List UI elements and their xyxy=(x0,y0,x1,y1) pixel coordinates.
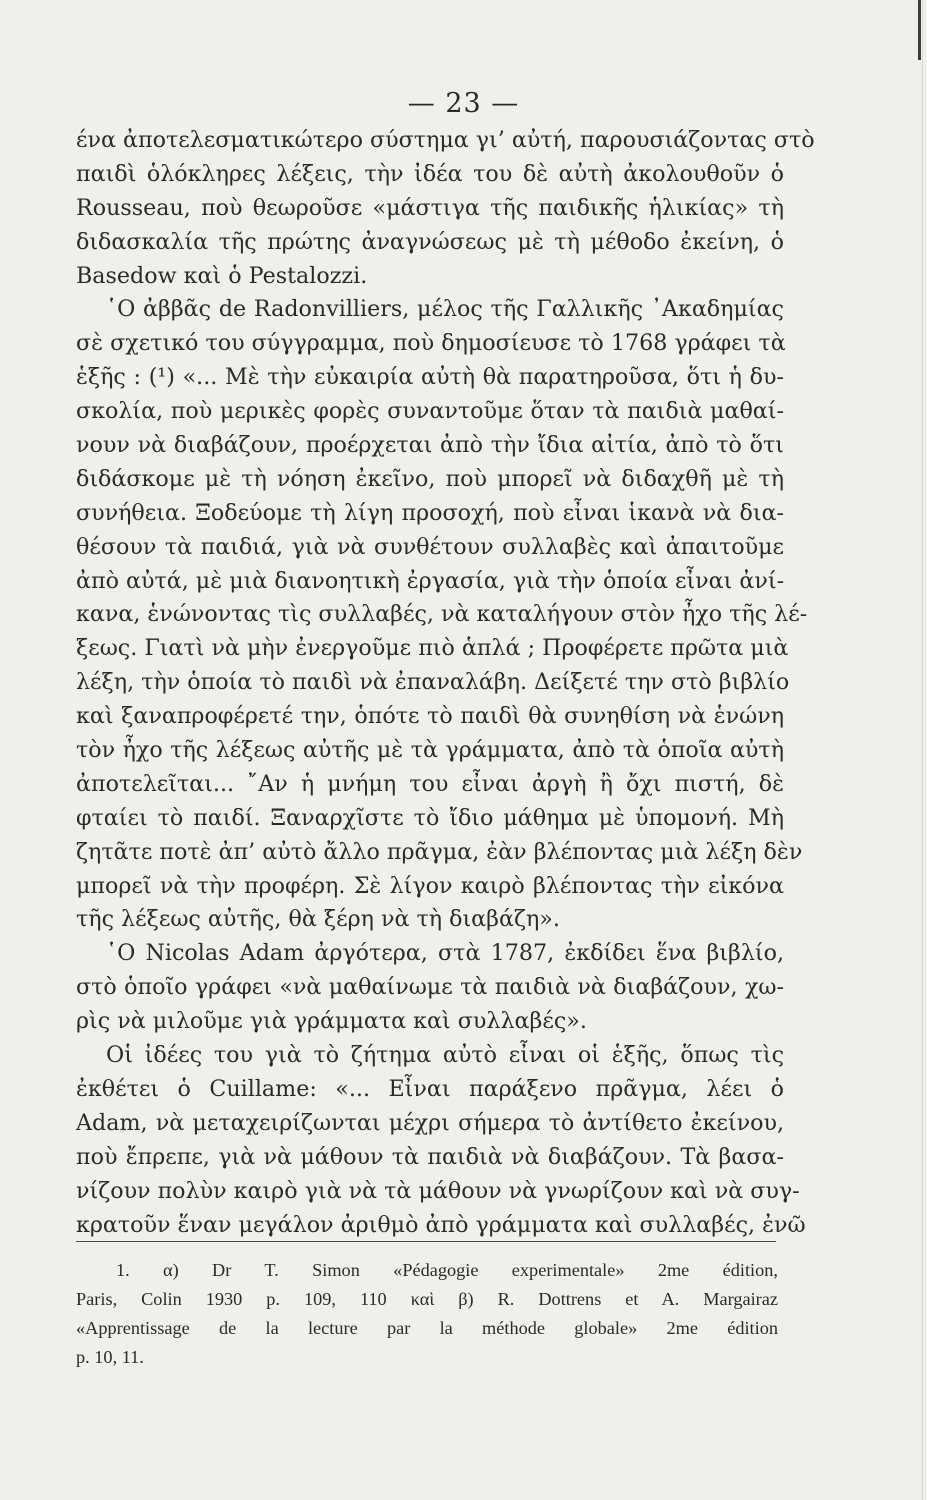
text-line: Adam, νὰ μεταχειρίζωνται μέχρι σήμερα τὸ ἀντίθετο ἐκείνου, xyxy=(76,1109,784,1136)
body-text xyxy=(76,124,815,1242)
page-edge-shadow xyxy=(922,0,923,1500)
footnote-line: p. 10, 11. xyxy=(76,1347,144,1367)
text-line: ένα ἀποτελεσματικώτερο σύστημα γι’ αὐτή, παρουσιάζοντας στὸ xyxy=(76,127,815,153)
text-line: Basedow καὶ ὁ Pestalozzi. xyxy=(76,262,368,289)
text-line: νουν νὰ διαβάζουν, προέρχεται ἀπὸ τὴν ἴδια αἰτία, ἀπὸ τὸ ὅτι xyxy=(76,432,784,459)
text-line: ῾Ο ἀββᾶς de Radonvilliers, μέλος τῆς Γαλλικῆς ᾿Ακαδημίας xyxy=(106,296,784,323)
text-line: παιδὶ ὁλόκληρες λέξεις, τὴν ἰδέα του δὲ αὐτὴ ἀκολουθοῦν ὁ xyxy=(76,160,784,187)
text-line: κρατοῦν ἕναν μεγάλον ἀριθμὸ ἀπὸ γράμματα καὶ συλλαβές, ἐνῶ xyxy=(76,1211,806,1238)
text-line: ῾Ο Nicolas Adam ἀργότερα, στὰ 1787, ἐκδίδει ἕνα βιβλίο, xyxy=(106,940,784,967)
text-line: ρὶς νὰ μιλοῦμε γιὰ γράμματα καὶ συλλαβές». xyxy=(76,1008,587,1035)
footnote-line: Paris, Colin 1930 p. 109, 110 καὶ β) R. Dottrens et A. Margairaz xyxy=(76,1289,778,1309)
text-line: Οἱ ἰδέες του γιὰ τὸ ζήτημα αὐτὸ εἶναι οἱ ἑξῆς, ὅπως τὶς xyxy=(106,1042,784,1069)
text-line: φταίει τὸ παιδί. Ξαναρχῖστε τὸ ἴδιο μάθημα μὲ ὑπομονή. Μὴ xyxy=(76,804,784,831)
text-line: κανα, ἑνώνοντας τὶς συλλαβές, νὰ καταλήγουν στὸν ἦχο τῆς λέ- xyxy=(76,601,808,628)
text-line: συνήθεια. Ξοδεύομε τὴ λίγη προσοχή, ποὺ εἶναι ἱκανὰ νὰ δια- xyxy=(76,499,784,526)
text-line: Rousseau, ποὺ θεωροῦσε «μάστιγα τῆς παιδικῆς ἡλικίας» τὴ xyxy=(76,194,784,221)
text-line: στὸ ὁποῖο γράφει «νὰ μαθαίνωμε τὰ παιδιὰ νὰ διαβάζουν, χω- xyxy=(76,974,784,1001)
text-line: σκολία, ποὺ μερικὲς φορὲς συναντοῦμε ὅταν τὰ παιδιὰ μαθαί- xyxy=(76,398,784,425)
text-line: λέξη, τὴν ὁποία τὸ παιδὶ νὰ ἐπαναλάβη. Δείξετέ την στὸ βιβλίο xyxy=(76,669,790,696)
footnote-divider xyxy=(76,1241,776,1242)
text-line: ζητᾶτε ποτὲ ἀπ’ αὐτὸ ἄλλο πρᾶγμα, ἐὰν βλέποντας μιὰ λέξη δὲν xyxy=(76,838,803,865)
text-line: μπορεῖ νὰ τὴν προφέρη. Σὲ λίγον καιρὸ βλέποντας τὴν εἰκόνα xyxy=(76,872,784,899)
text-line: διδάσκομε μὲ τὴ νόηση ἐκεῖνο, ποὺ μπορεῖ νὰ διδαχθῆ μὲ τὴ xyxy=(76,465,784,492)
text-line: ἐκθέτει ὁ Cuillame: «... Εἶναι παράξενο πρᾶγμα, λέει ὁ xyxy=(76,1075,784,1102)
text-line: ἑξῆς : (¹) «... Μὲ τὴν εὐκαιρία αὐτὴ θὰ παρατηροῦσα, ὅτι ἡ δυ- xyxy=(76,364,784,391)
footnotes xyxy=(76,1256,778,1372)
footnote-line: «Apprentissage de la lecture par la méthode globale» 2me édition xyxy=(76,1318,778,1338)
text-line: θέσουν τὰ παιδιά, γιὰ νὰ συνθέτουν συλλαβὲς καὶ ἀπαιτοῦμε xyxy=(76,533,784,560)
text-line: καὶ ξαναπροφέρετέ την, ὁπότε τὸ παιδὶ θὰ συνηθίση νὰ ἑνώνη xyxy=(76,703,784,730)
text-line: ξεως. Γιατὶ νὰ μὴν ἐνεργοῦμε πιὸ ἁπλά ; Προφέρετε πρῶτα μιὰ xyxy=(76,635,789,662)
text-line: σὲ σχετικό του σύγγραμμα, ποὺ δημοσίευσε τὸ 1768 γράφει τὰ xyxy=(76,330,786,357)
text-line: τὸν ἦχο τῆς λέξεως αὐτῆς μὲ τὰ γράμματα, ἀπὸ τὰ ὁποῖα αὐτὴ xyxy=(76,737,784,764)
page-number: — 23 — xyxy=(407,88,520,119)
text-line: ἀπὸ αὐτά, μὲ μιὰ διανοητικὴ ἐργασία, γιὰ τὴν ὁποία εἶναι ἀνί- xyxy=(76,567,785,594)
text-line: νίζουν πολὺν καιρὸ γιὰ νὰ τὰ μάθουν νὰ γνωρίζουν καὶ νὰ συγ- xyxy=(76,1177,800,1204)
text-line: τῆς λέξεως αὐτῆς, θὰ ξέρη νὰ τὴ διαβάζη». xyxy=(76,906,560,933)
text-line: ἀποτελεῖται... ῎Αν ἡ μνήμη του εἶναι ἀργὴ ἢ ὄχι πιστή, δὲ xyxy=(76,770,784,797)
footnote-line: 1. α) Dr T. Simon «Pédagogie experimentale» 2me édition, xyxy=(116,1260,778,1280)
page-edge-mark xyxy=(918,0,921,60)
text-line: ποὺ ἔπρεπε, γιὰ νὰ μάθουν τὰ παιδιὰ νὰ διαβάζουν. Τὰ βασα- xyxy=(76,1143,784,1170)
text-line: διδασκαλία τῆς πρώτης ἀναγνώσεως μὲ τὴ μέθοδο ἐκείνη, ὁ xyxy=(76,228,784,255)
